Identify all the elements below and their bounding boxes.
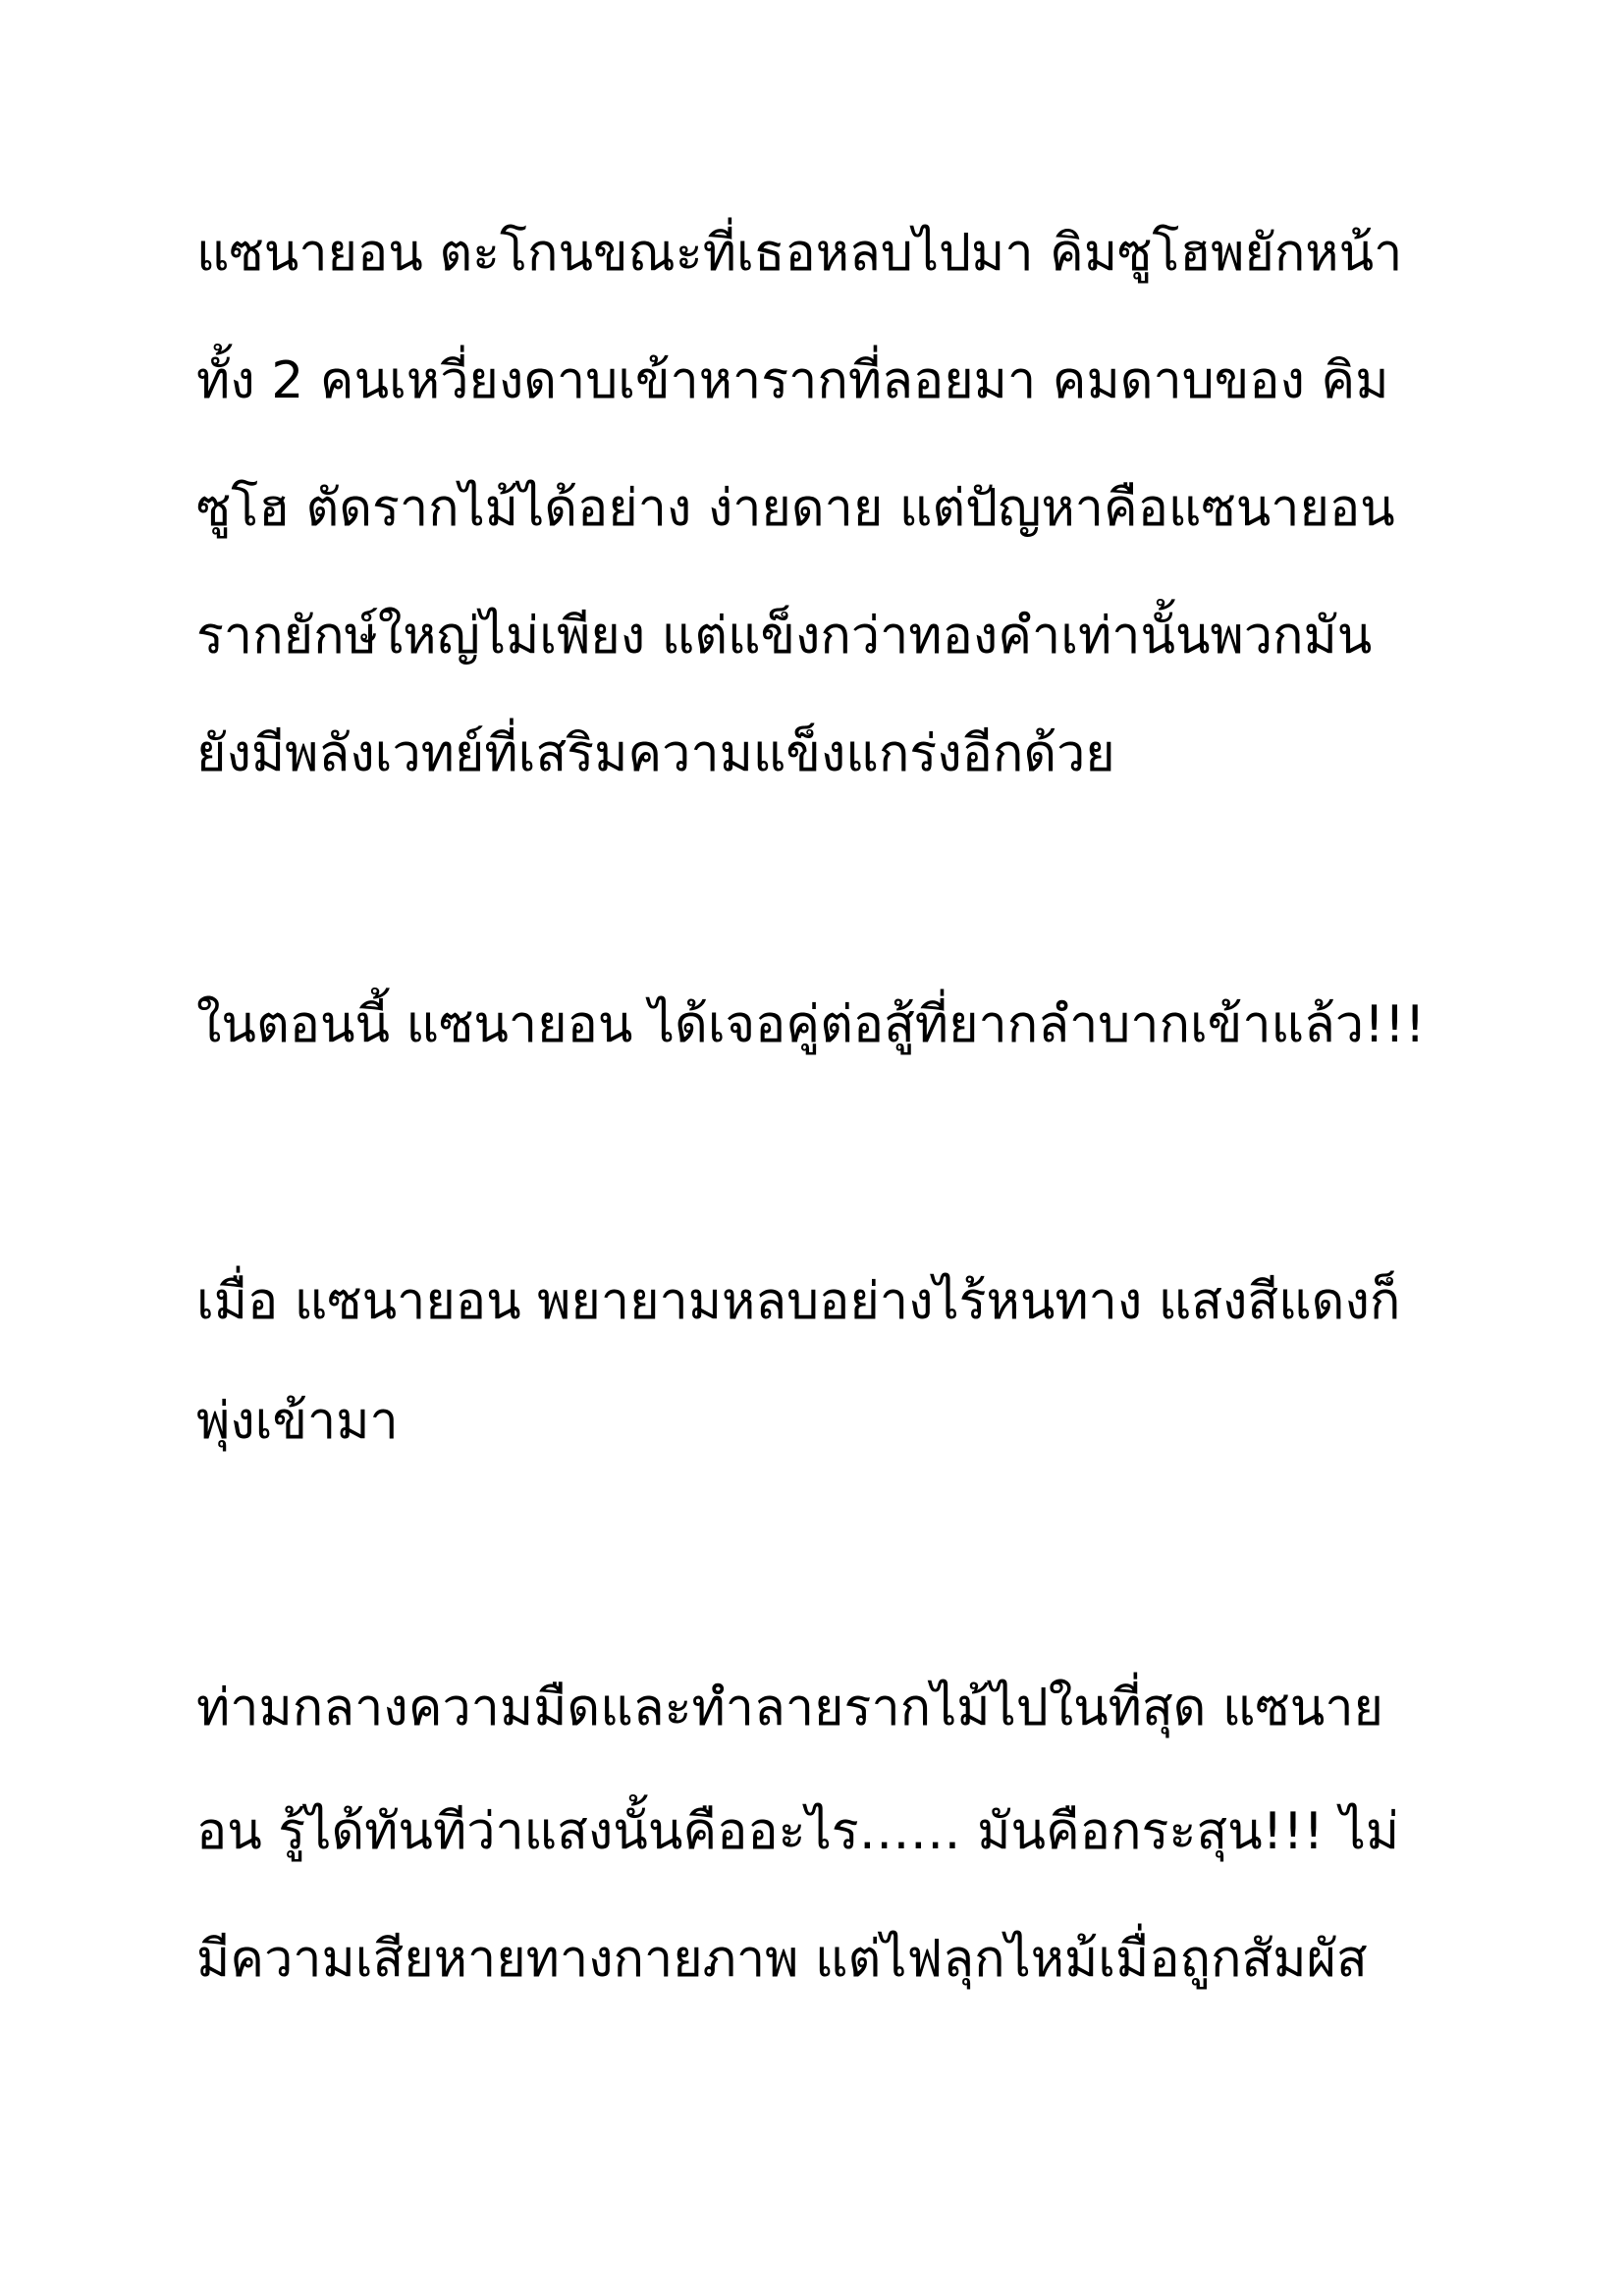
paragraph-3-line-2: พุ่งเข้ามา bbox=[196, 1392, 399, 1451]
paragraph-4-line-3: มีความเสียหายทางกายภาพ แต่ไฟลุกไหม้เมื่อถูกสัมผัส bbox=[196, 1930, 1368, 1989]
paragraph-1-line-1: แซนายอน ตะโกนขณะที่เธอหลบไปมา คิมซูโฮพยักหน้า bbox=[196, 224, 1403, 283]
paragraph-2-line-1: ในตอนนี้ แซนายอน ได้เจอคู่ต่อสู้ที่ยากลำบากเข้าแล้ว!!! bbox=[196, 995, 1426, 1054]
paragraph-4-line-2: อน รู้ได้ทันทีว่าแสงนั้นคืออะไร…… มันคือกระสุน!!! ไม่ bbox=[196, 1802, 1400, 1861]
paragraph-1-line-5: ยังมีพลังเวทย์ที่เสริมความแข็งแกร่งอีกด้วย bbox=[196, 724, 1115, 783]
paragraph-1-line-2: ทั้ง 2 คนเหวี่ยงดาบเข้าหารากที่ลอยมา คมดาบของ คิม bbox=[196, 351, 1389, 410]
paragraph-1-line-4: รากยักษ์ใหญ่ไม่เพียง แต่แข็งกว่าทองคำเท่านั้นพวกมัน bbox=[196, 607, 1373, 666]
paragraph-1-line-3: ซูโฮ ตัดรากไม้ได้อย่าง ง่ายดาย แต่ปัญหาคือแซนายอน bbox=[196, 479, 1395, 538]
paragraph-3-line-1: เมื่อ แซนายอน พยายามหลบอย่างไร้หนทาง แสงสีแดงก็ bbox=[196, 1272, 1401, 1331]
paragraph-4-line-1: ท่ามกลางความมืดและทำลายรากไม้ไปในที่สุด แซนาย bbox=[196, 1679, 1383, 1737]
